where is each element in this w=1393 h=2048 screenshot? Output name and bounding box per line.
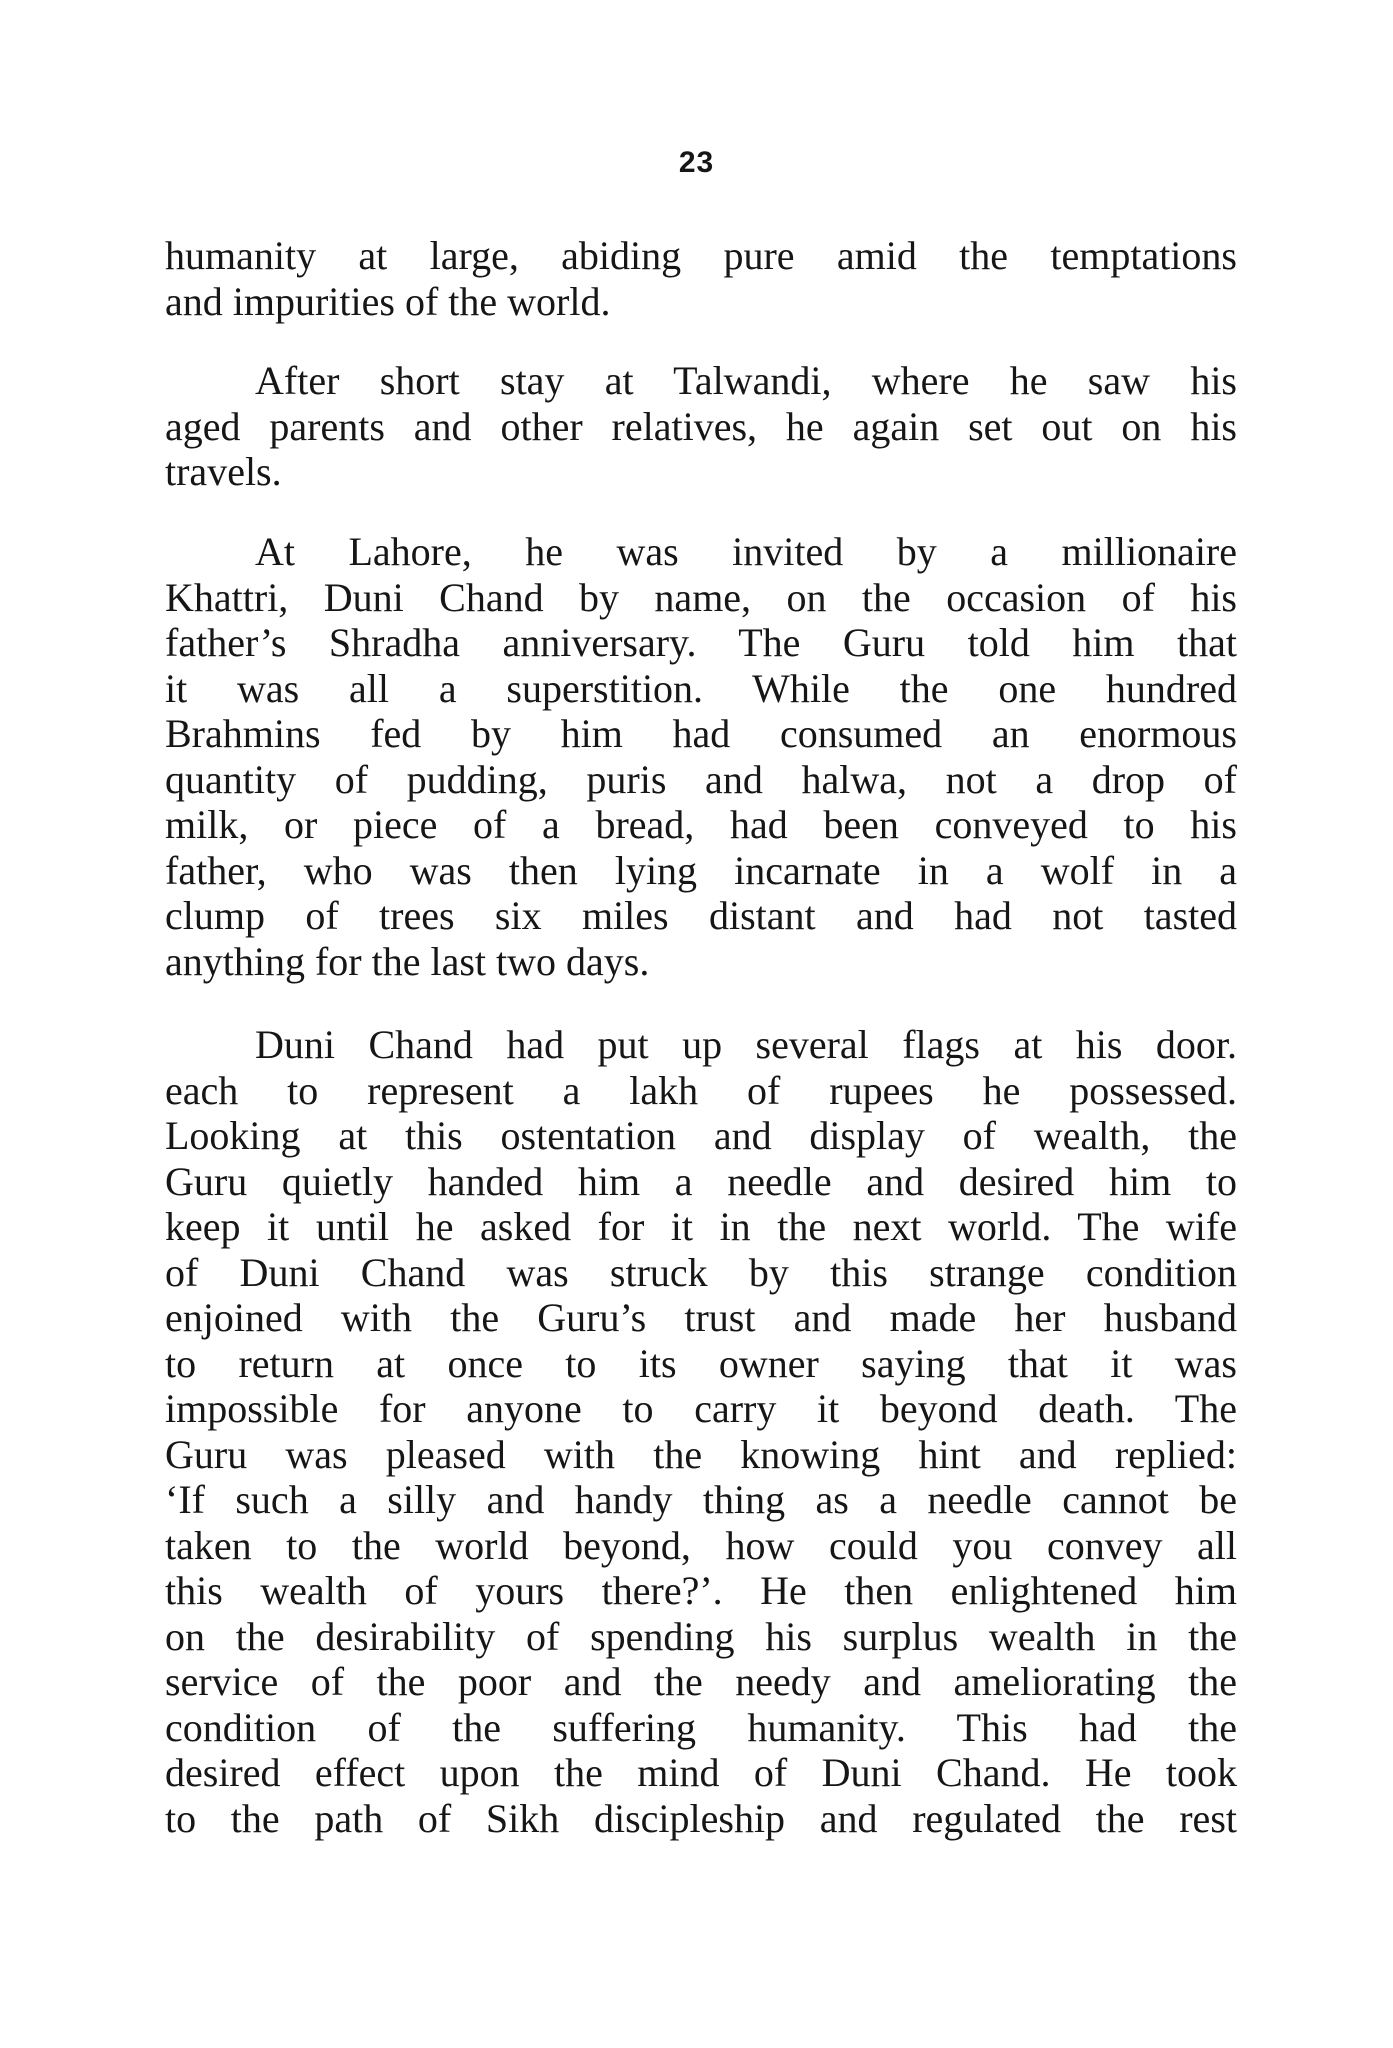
text-line: anything for the last two days. — [165, 938, 650, 984]
text-line: After short stay at Talwandi, where he saw his — [255, 358, 1237, 403]
text-line: Duni Chand had put up several flags at his door. — [255, 1022, 1237, 1067]
text-line: each to represent a lakh of rupees he possessed. — [165, 1067, 1237, 1113]
text-line: father, who was then lying incarnate in a wolf in a — [165, 847, 1237, 893]
text-line: taken to the world beyond, how could you convey all — [165, 1522, 1237, 1568]
text-line: condition of the suffering humanity. This had the — [165, 1704, 1237, 1750]
text-line: Looking at this ostentation and display of wealth, the — [165, 1113, 1237, 1158]
text-line: enjoined with the Guru’s trust and made her husband — [165, 1295, 1237, 1340]
text-line: At Lahore, he was invited by a millionaire — [255, 529, 1237, 574]
text-line: clump of trees six miles distant and had not tasted — [165, 893, 1237, 938]
text-line: Guru was pleased with the knowing hint and replied: — [165, 1431, 1237, 1477]
text-line: keep it until he asked for it in the next world. The wife — [165, 1204, 1237, 1249]
text-line: travels. — [165, 449, 282, 494]
text-line: desired effect upon the mind of Duni Chand. He took — [165, 1750, 1237, 1795]
text-line: Khattri, Duni Chand by name, on the occasion of his — [165, 574, 1237, 620]
text-line: Guru quietly handed him a needle and desired him to — [165, 1158, 1237, 1204]
text-line: service of the poor and the needy and ameliorating the — [165, 1659, 1237, 1704]
text-line: aged parents and other relatives, he again set out on his — [165, 403, 1237, 449]
paragraph-4 — [165, 1022, 1237, 1841]
text-line: it was all a superstition. While the one hundred — [165, 665, 1237, 711]
text-line: father’s Shradha anniversary. The Guru told him that — [165, 620, 1237, 665]
text-line: to the path of Sikh discipleship and regulated the rest — [165, 1795, 1237, 1841]
text-line: on the desirability of spending his surplus wealth in the — [165, 1613, 1237, 1659]
text-line: humanity at large, abiding pure amid the temptations — [165, 233, 1237, 278]
text-line: of Duni Chand was struck by this strange condition — [165, 1249, 1237, 1295]
text-line: this wealth of yours there?’. He then enlightened him — [165, 1568, 1237, 1613]
text-line: impossible for anyone to carry it beyond death. The — [165, 1386, 1237, 1431]
text-line: and impurities of the world. — [165, 278, 611, 324]
text-line: ‘If such a silly and handy thing as a needle cannot be — [165, 1477, 1237, 1522]
text-line: to return at once to its owner saying that it was — [165, 1340, 1237, 1386]
paragraph-3 — [165, 529, 1237, 984]
text-line: Brahmins fed by him had consumed an enormous — [165, 711, 1237, 756]
page-number: 23 — [678, 146, 715, 179]
paragraph-1 — [165, 233, 1237, 324]
text-line: milk, or piece of a bread, had been conveyed to his — [165, 802, 1237, 847]
text-line: quantity of pudding, puris and halwa, not a drop of — [165, 756, 1237, 802]
paragraph-2 — [165, 358, 1237, 495]
